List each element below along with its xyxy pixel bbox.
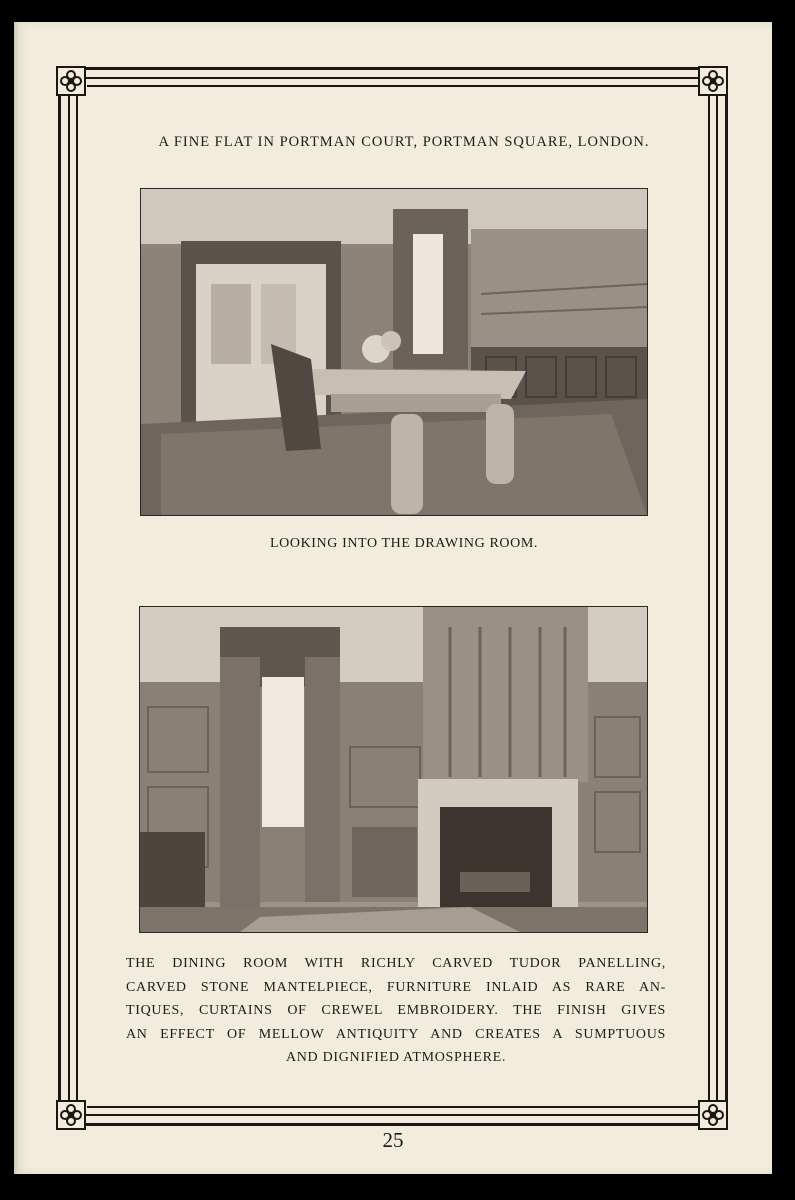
border-right-outer [725,82,728,1112]
corner-ornament-top-left [56,66,86,96]
border-top-third [87,85,699,87]
border-top-outer [72,67,714,70]
border-left-third [76,92,78,1102]
border-right-third [708,92,710,1102]
caption-line: CARVED STONE MANTELPIECE, FURNITURE INLAID AS RARE AN- [126,979,666,995]
border-left-outer [58,82,61,1112]
catalogue-page [14,22,772,1174]
border-right-inner [716,82,718,1112]
caption-line: AND DIGNIFIED ATMOSPHERE. [285,1050,507,1066]
border-bottom-inner [72,1114,714,1116]
page-spine-shadow [14,22,20,1174]
drawing-room-illustration [141,189,647,515]
caption-line: AN EFFECT OF MELLOW ANTIQUITY AND CREATES A SUMPTUOUS [126,1026,666,1042]
page-number: 25 [382,1128,404,1152]
drawing-room-caption: LOOKING INTO THE DRAWING ROOM. [270,536,538,551]
border-left-inner [68,82,70,1112]
caption-line: TIQUES, CURTAINS OF CREWEL EMBROIDERY. THE FINISH GIVES [126,1003,666,1019]
dining-room-photo [139,606,648,933]
dining-room-caption [126,952,666,1070]
border-bottom-third [87,1106,699,1108]
caption-line: THE DINING ROOM WITH RICHLY CARVED TUDOR PANELLING, [126,956,666,971]
page-title: A FINE FLAT IN PORTMAN COURT, PORTMAN SQUARE, LONDON. [158,134,650,150]
border-bottom-outer [72,1123,714,1126]
border-top-inner [72,77,714,79]
corner-ornament-bottom-right [698,1100,728,1130]
corner-ornament-bottom-left [56,1100,86,1130]
corner-ornament-top-right [698,66,728,96]
drawing-room-photo [140,188,648,516]
dining-room-illustration [140,607,647,932]
